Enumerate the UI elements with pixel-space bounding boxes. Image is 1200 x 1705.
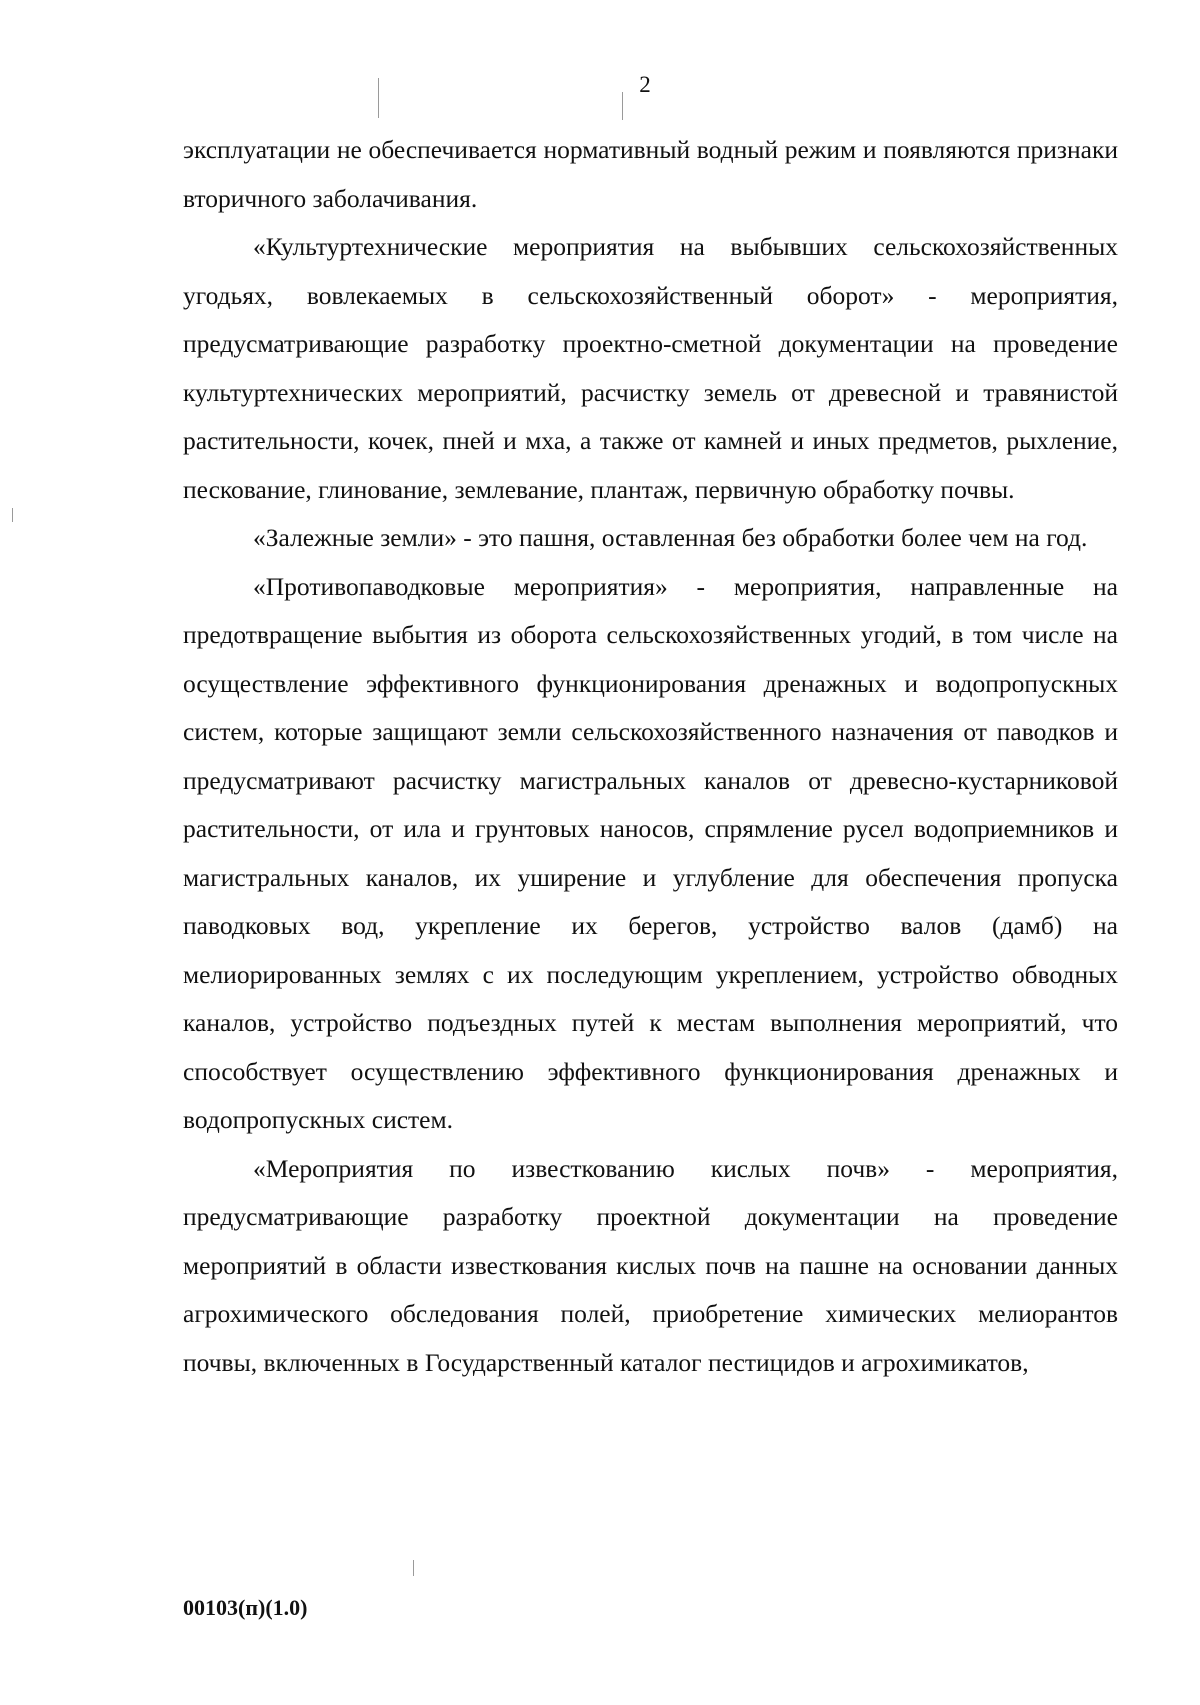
footer-document-code: 00103(п)(1.0) <box>183 1595 308 1620</box>
scan-artifact-line <box>622 92 623 120</box>
scan-artifact-line <box>378 78 379 118</box>
paragraph-fallow-lands: «Залежные земли» - это пашня, оставленная без обработки более чем на год. <box>253 523 1088 552</box>
paragraph-cultural-technical-measures: «Культуртехнические мероприятия на выбывших сельскохозяйственных угодьях, вовлекаемых в сельскохозяйственный оборот» - мероприятия, предусматривающие разработку проектно-сметной документации на проведение культуртехнических мероприятий, расчистку земель от древесной и травянистой растительности, кочек, пней и мха, а также от камней и иных предметов, рыхление, пескование, глинование, землевание, плантаж, первичную обработку почвы. <box>183 232 1118 504</box>
scan-artifact-line <box>413 1560 414 1576</box>
document-body <box>183 126 1118 1387</box>
paragraph-flood-prevention-measures: «Противопаводковые мероприятия» - мероприятия, направленные на предотвращение выбытия из оборота сельскохозяйственных угодий, в том числе на осуществление эффективного функционирования дренажных и водопропускных систем, которые защищают земли сельскохозяйственного назначения от паводков и предусматривают расчистку магистральных каналов от древесно-кустарниковой растительности, от ила и грунтовых наносов, спрямление русел водоприемников и магистральных каналов, их уширение и углубление для обеспечения пропуска паводковых вод, укрепление их берегов, устройство валов (дамб) на мелиорированных землях с их последующим укреплением, устройство обводных каналов, устройство подъездных путей к местам выполнения мероприятий, что способствует осуществлению эффективного функционирования дренажных и водопропускных систем. <box>183 571 1118 1134</box>
paragraph-continuation: эксплуатации не обеспечивается нормативный водный режим и появляются признаки вторичного заболачивания. <box>183 135 1118 213</box>
page-number: 2 <box>639 72 651 97</box>
paragraph-liming-measures: «Мероприятия по известкованию кислых почв» - мероприятия, предусматривающие разработку проектной документации на проведение мероприятий в области известкования кислых почв на пашне на основании данных агрохимического обследования полей, приобретение химических мелиорантов почвы, включенных в Государственный каталог пестицидов и агрохимикатов, <box>183 1153 1118 1377</box>
scan-artifact-line <box>12 508 13 522</box>
